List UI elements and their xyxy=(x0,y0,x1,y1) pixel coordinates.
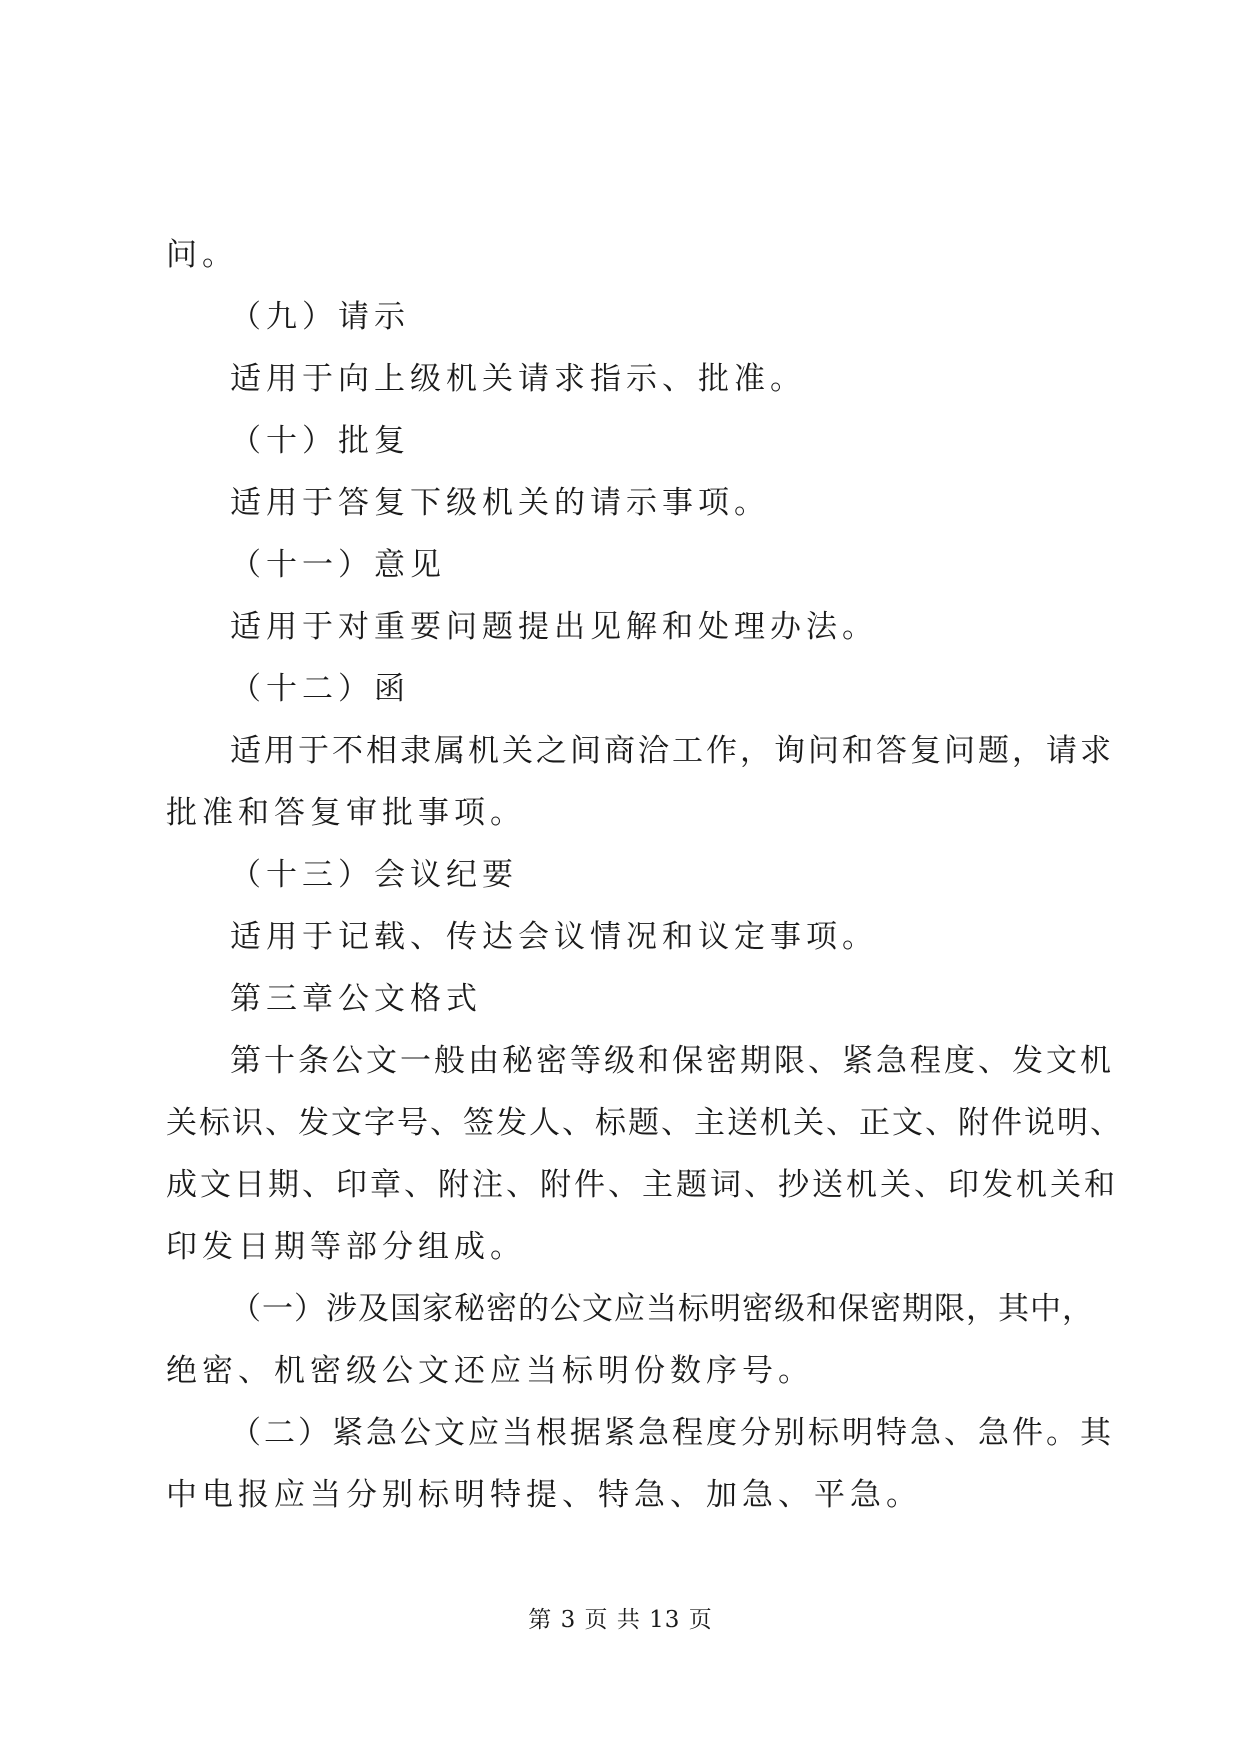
text-line: 适用于答复下级机关的请示事项。 xyxy=(230,485,770,521)
chapter-heading: 第三章公文格式 xyxy=(230,981,482,1017)
text-line: 适用于记载、传达会议情况和议定事项。 xyxy=(230,919,878,955)
text-line: 中电报应当分别标明特提、特急、加急、平急。 xyxy=(166,1477,922,1513)
section-heading: （十）批复 xyxy=(230,423,410,459)
section-heading: （十一）意见 xyxy=(230,547,446,583)
text-line: 成文日期、印章、附注、附件、主题词、抄送机关、印发机关和 xyxy=(166,1167,1118,1203)
text-line: 关标识、发文字号、签发人、标题、主送机关、正文、附件说明、 xyxy=(166,1105,1123,1141)
text-line: （一）涉及国家秘密的公文应当标明密级和保密期限，其中， xyxy=(230,1291,1094,1327)
text-line: 适用于对重要问题提出见解和处理办法。 xyxy=(230,609,878,645)
text-line: 适用于向上级机关请求指示、批准。 xyxy=(230,361,806,397)
text-line: 绝密、机密级公文还应当标明份数序号。 xyxy=(166,1353,814,1389)
section-heading: （九）请示 xyxy=(230,299,410,335)
text-line: 适用于不相隶属机关之间商洽工作，询问和答复问题，请求 xyxy=(230,733,1114,769)
text-line: （二）紧急公文应当根据紧急程度分别标明特急、急件。其 xyxy=(230,1415,1114,1451)
section-heading: （十三）会议纪要 xyxy=(230,857,518,893)
section-heading: （十二）函 xyxy=(230,671,410,707)
page-number-footer: 第 3 页 共 13 页 xyxy=(528,1607,713,1633)
text-line: 问。 xyxy=(166,237,238,273)
text-line: 第十条公文一般由秘密等级和保密期限、紧急程度、发文机 xyxy=(230,1043,1114,1079)
text-line: 批准和答复审批事项。 xyxy=(166,795,526,831)
text-line: 印发日期等部分组成。 xyxy=(166,1229,526,1265)
